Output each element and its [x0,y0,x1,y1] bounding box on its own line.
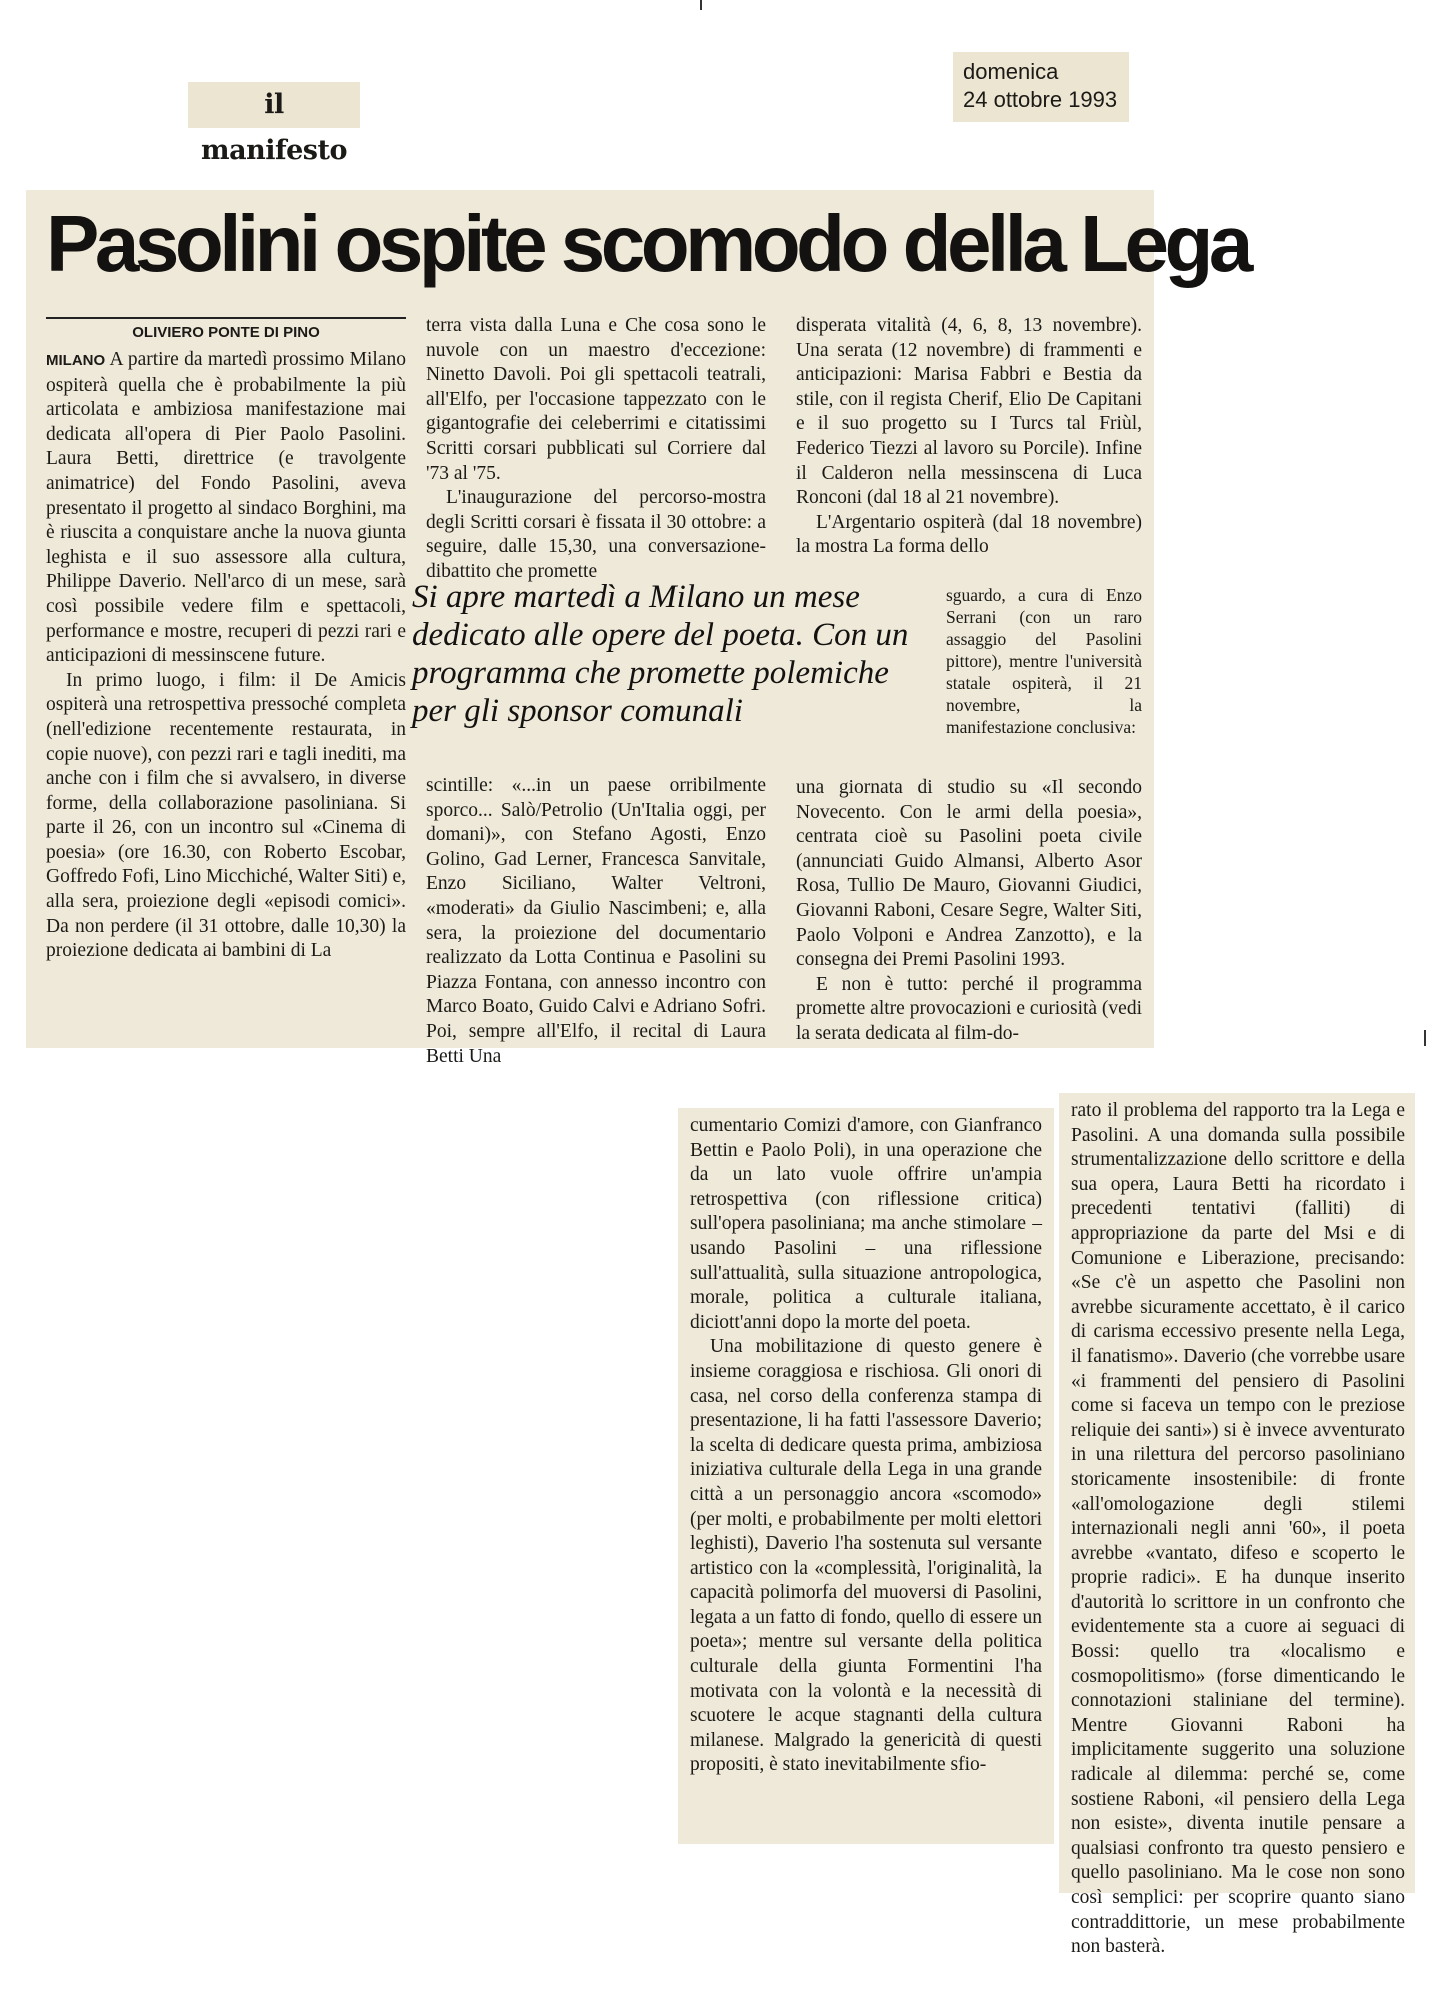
column-3-top [796,314,1142,576]
newspaper-masthead: il manifesto [188,82,360,128]
column-3-paragraph-4: E non è tutto: perché il programma promette altre provocazioni e curiosità (vedi la serata dedicata al film-do- [796,973,1142,1044]
date-full: 24 ottobre 1993 [963,87,1118,112]
column-1-paragraph-1 [46,348,406,669]
article-clipping-continuation-2 [1059,1093,1415,1958]
column-2-paragraph-1: terra vista dalla Luna e Che cosa sono le nuvole con un maestro d'eccezione: Ninetto Davoli. Poi gli spettacoli teatrali, all'Elfo, per l'occasione tappezzato con le gigantografie dei celeberrimi e citatissimi Scritti corsari pubblicati sul Corriere dal '73 al '75. [426,315,766,484]
column-5 [1071,1099,1405,1958]
article-clipping-main [26,190,1249,1067]
column-3-paragraph-2: L'Argentario ospiterà (dal 18 novembre) la mostra La forma dello [796,511,1142,558]
dateline: MILANO [46,352,106,369]
column-2-bottom [426,774,766,1067]
date-clipping [953,52,1129,122]
column-4-paragraph-1: cumentario Comizi d'amore, con Gianfranco Bettin e Paolo Poli), in una operazione che da un lato vuole offrire un'ampia retrospettiva (con riflessione critica) sull'opera pasoliniana; ma anche stimolare – usando Pasolini – una riflessione sull'attualità, sulla situazione antropologica, morale, politica a culturale italiana, diciott'anni dopo la morte del poeta. [690,1115,1042,1333]
column-1-text-1: A partire da martedì prossimo Milano ospiterà quella che è probabilmente la più articolata e ambiziosa manifestazione mai dedicata all'opera di Pier Paolo Pasolini. Laura Betti, direttrice (e travolgente animatrice) del Fondo Pasolini, aveva presentato il progetto al sindaco Borghini, ma è riuscita a conquistare anche la nuova giunta leghista e il suo assessore alla cultura, Philippe Daverio. Nell'arco di un mese, sarà così possibile vedere film e spettacoli, performance e mostre, recuperi di pezzi rari e anticipazioni di messinscene future. [46,349,406,667]
byline-rule [46,317,406,319]
column-1 [46,348,406,1038]
column-2-paragraph-2: L'inaugurazione del percorso-mostra degli Scritti corsari è fissata il 30 ottobre: a seguire, dalle 15,30, una conversazione-dibattito che promette [426,487,766,582]
column-4-paragraph-2: Una mobilitazione di questo genere è insieme coraggiosa e rischiosa. Gli onori di casa, nel corso della conferenza stampa di presentazione, li ha fatti l'assessore Daverio; la scelta di dedicare questa prima, ambiziosa iniziativa culturale della Lega in una grande città a un personaggio ancora «scomodo» (per molti, e probabilmente per molti elettori leghisti), Daverio l'ha sostenuta sul versante artistico con la «complessità, l'originalità, la capacità polimorfa del muoversi di Pasolini, legata a un fatto di fondo, quello di essere un poeta»; mentre sul versante della politica culturale della giunta Formentini l'ha motivata con la volontà e la necessità di scuotere le acque stagnanti della cultura milanese. Malgrado la genericità di questi propositi, è stato inevitabilmente sfio- [690,1336,1042,1776]
column-5-paragraph: rato il problema del rapporto tra la Lega e Pasolini. A una domanda sulla possibile strumentalizzazione dello scrittore e della sua opera, Laura Betti ha ricordato i precedenti tentativi (falliti) di appropriazione da parte del Msi e di Comunione e Liberazione, precisando: «Se c'è un aspetto che Pasolini non avrebbe sicuramente accettato, è il carico di carisma eccessivo presente nella Lega, il fanatismo». Daverio (che vorrebbe usare «i frammenti del pensiero di Pasolini come si faceva un tempo con le preziose reliquie dei santi») si è invece avventurato in una rilettura del percorso pasoliniano storicamente insostenibile: di fronte «all'omologazione degli stilemi internazionali negli anni '60», il poeta avrebbe «vantato, difeso e scoperto le proprie radici». E ha dunque inserito d'autorità lo scrittore in un confronto che evidentemente sta a cuore ai seguaci di Bossi: quello tra «localismo e cosmopolitismo» (forse dimenticando le connotazioni staliniane del termine). Mentre Giovanni Raboni ha implicitamente suggerito una soluzione radicale al dilemma: perché se, come sostiene Raboni, «il pensiero della Lega non esiste», diventa inutile pensare a qualsiasi confronto tra questo pensiero e quello pasoliniano. Ma le cose non sono così semplici: per scoprire quanto siano contraddittorie, un mese probabilmente non basterà. [1071,1100,1405,1958]
scan-mark-right [1424,1030,1426,1046]
column-3-paragraph-1: disperata vitalità (4, 6, 8, 13 novembre). Una serata (12 novembre) di frammenti e anticipazioni: Marisa Fabbri e Bestia da stile, con il regista Cherif, Elio De Capitani e il suo progetto su I Turcs tal Friùl, Federico Tiezzi al lavoro su Porcile). Infine il Calderon nella messinscena di Luca Ronconi (dal 18 al 21 novembre). [796,315,1142,509]
pull-quote: Si apre martedì a Milano un mese dedicato alle opere del poeta. Con un programma che promette polemiche per gli sponsor comunali [412,579,909,729]
column-2-top [426,314,766,582]
column-3-narrow [946,584,1142,770]
article-clipping-continuation-1 [678,1108,1054,1844]
column-4 [690,1114,1042,1838]
column-3-narrow-paragraph: sguardo, a cura di Enzo Serrani (con un raro assaggio del Pasolini pittore), mentre l'università statale ospiterà, il 21 novembre, la manifestazione conclusiva: [946,585,1142,737]
column-3-bottom [796,776,1142,1044]
scan-mark-top [700,0,702,10]
column-3-paragraph-3: una giornata di studio su «Il secondo Novecento. Con le armi della poesia», centrata cioè su Pasolini poeta civile (annunciati Guido Almansi, Alberto Asor Rosa, Tullio De Mauro, Giovanni Giudici, Giovanni Raboni, Cesare Segre, Walter Siti, Paolo Volponi e Andrea Zanzotto), e la consegna dei Premi Pasolini 1993. [796,777,1142,971]
byline: OLIVIERO PONTE DI PINO [132,324,320,341]
date-weekday: domenica [963,59,1059,84]
column-1-paragraph-2: In primo luogo, i film: il De Amicis ospiterà una retrospettiva pressoché completa (nell'edizione recentemente restaurata, in copie nuove), con pezzi rari e tagli inediti, ma anche con i film che si avvalsero, in diverse forme, della collaborazione pasoliniana. Si parte il 26, con un incontro sul «Cinema di poesia» (ore 16.30, con Roberto Escobar, Goffredo Fofi, Lino Micchiché, Walter Siti) e, alla sera, proiezione degli «episodi comici». Da non perdere (il 31 ottobre, dalle 10,30) la proiezione dedicata ai bambini di La [46,669,406,962]
headline: Pasolini ospite scomodo della Lega [46,199,1249,288]
column-2-paragraph-3: scintille: «...in un paese orribilmente sporco... Salò/Petrolio (Un'Italia oggi, per domani)», con Stefano Agosti, Enzo Golino, Gad Lerner, Francesca Sanvitale, Enzo Siciliano, Walter Veltroni, «moderati» da Giulio Nascimbeni; e, alla sera, la proiezione del documentario realizzato da Lotta Continua e Pasolini su Piazza Fontana, con annesso incontro con Marco Boato, Guido Calvi e Adriano Sofri. Poi, sempre all'Elfo, il recital di Laura Betti Una [426,775,766,1067]
